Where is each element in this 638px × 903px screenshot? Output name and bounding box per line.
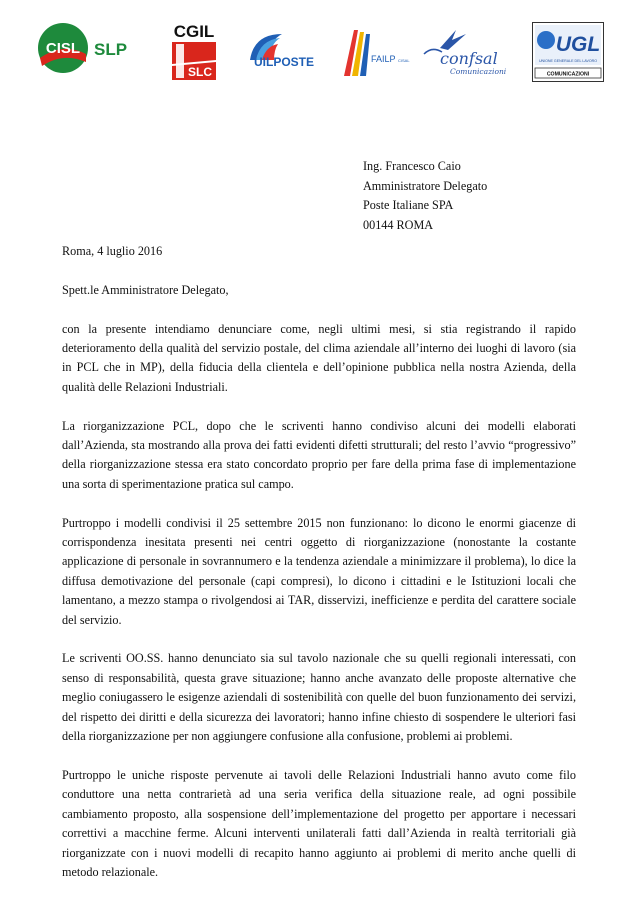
paragraph-2: La riorganizzazione PCL, dopo che le scriventi hanno condiviso alcuni dei modelli elaborati dall’Azienda, sta mostrando alla prova dei fatti evidenti difetti strutturali; del resto l’avvio “progressivo” della riorganizzazione stessa era stato concordato proprio per fare della prima fase di implementazione una sorta di sperimentazione pratica sul campo. — [62, 418, 576, 491]
paragraph-4: Le scriventi OO.SS. hanno denunciato sia sul tavolo nazionale che su quelli regionali interessati, con senso di responsabilità, questa grave situazione; hanno anche avanzato delle proposte alternative che meglio coniugassero le esigenze aziendali di sostenibilità con quelle del buon funzionamento dei servizi, del rispetto dei diritti e della sicurezza dei lavoratori; hanno infine chiesto di sospendere le ulteriori fasi della riorganizzazione per non aggiungere confusione alla confusione, problemi ai problemi. — [62, 651, 576, 744]
ugl-wordmark: UGL — [555, 33, 601, 56]
cisl-wordmark: CISL — [45, 40, 81, 57]
recipient-company: Poste Italiane SPA — [363, 198, 454, 212]
uilposte-wordmark: UILPOSTE — [253, 55, 315, 69]
cgil-wordmark: CGIL — [173, 22, 215, 41]
failp-wordmark: FAILP — [371, 54, 396, 64]
cisal-suffix: CISAL — [398, 58, 410, 63]
letter-body — [62, 242, 576, 902]
recipient-address-block — [363, 157, 487, 235]
ugl-band-caption: COMUNICAZIONI — [546, 71, 590, 78]
comunicazioni-subtitle: Comunicazioni — [450, 67, 507, 76]
cgil-slc-logo — [170, 20, 218, 80]
place-date: Roma, 4 luglio 2016 — [62, 244, 163, 258]
salutation: Spett.le Amministratore Delegato, — [62, 282, 229, 297]
paragraph-1: con la presente intendiamo denunciare come, negli ultimi mesi, si stia registrando il rapido deterioramento della qualità del servizio postale, del clima aziendale all’interno dei luoghi di lavoro (sia in PCL che in MP), della fiducia della clientela e dell’opinione pubblica nella nostra Azienda, della qualità delle Relazioni Industriali. — [62, 321, 576, 394]
recipient-address: 00144 ROMA — [363, 217, 434, 232]
ugl-small-caption: UNIONE GENERALE DEL LAVORO — [538, 59, 598, 63]
cisl-slp-logo — [36, 22, 136, 74]
slc-wordmark: SLC — [188, 65, 212, 79]
failp-cisal-logo — [338, 24, 412, 78]
uilposte-logo — [240, 30, 322, 76]
confsal-wordmark: confsal — [440, 49, 498, 68]
union-logos-header — [0, 0, 638, 90]
recipient-name: Ing. Francesco Caio — [363, 159, 461, 173]
recipient-role: Amministratore Delegato — [363, 178, 488, 193]
slp-wordmark: SLP — [94, 40, 128, 59]
ugl-logo — [532, 22, 604, 82]
paragraph-3: Purtroppo i modelli condivisi il 25 settembre 2015 non funzionano: lo dicono le enormi giacenze di corrispondenza inesitata presenti nei centri oggetto di riorganizzazione (nonostante la costante applicazione di personale in sovrannumero e la tendenza aziendale a minimizzare il problema), lo dice la diffusa demotivazione del personale (capi compresi), lo dicono i cittadini e le Istituzioni locali che lamentano, a mezzo stampa o rivolgendosi ai TAR, disservizi, inefficienze e perdita del carattere sociale del servizio. — [62, 515, 576, 627]
confsal-logo — [422, 26, 508, 76]
paragraph-5: Purtroppo le uniche risposte pervenute ai tavoli delle Relazioni Industriali hanno avuto come filo conduttore una netta contrarietà ad una seria verifica della situazione reale, ad ogni possibile cambiamento proposto, alla sospensione dell’implementazione del progetto per apportare i necessari correttivi a macchine ferme. Alcuni interventi unilaterali fatti dall’Azienda in realtà territoriali già riorganizzate con i nuovi modelli di recapito hanno aggiunto ai problemi di merito anche quelli di metodo relazionale. — [62, 767, 576, 879]
